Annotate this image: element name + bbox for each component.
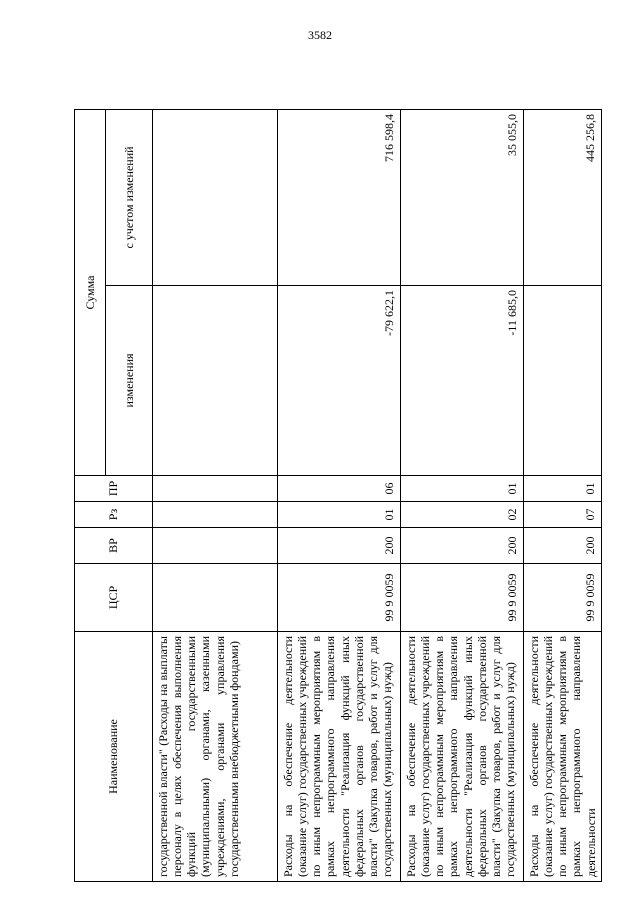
header-row xyxy=(75,109,106,881)
row-name: Расходы на обеспечение деятельности (оказание услуг) государственных учреждений по иным непрограммным мероприятиям в рамках непрограммного направления деятельности xyxy=(524,632,602,882)
row-csr: 99 9 0059 xyxy=(278,564,401,632)
row-name: Расходы на обеспечение деятельности (оказание услуг) государственных учреждений по иным непрограммным мероприятиям в рамках непрограммного направления деятельности "Реализация функций иных федеральных органов государственной власти" (Закупка товаров, работ и услуг для государственных (муниципальных) нужд) xyxy=(401,632,524,882)
row-total: 445 256,8 xyxy=(524,109,602,285)
row-total: 35 055,0 xyxy=(401,109,524,285)
table-row xyxy=(401,109,524,881)
row-vr: 200 xyxy=(401,528,524,564)
row-pr xyxy=(153,476,278,502)
row-vr: 200 xyxy=(524,528,602,564)
header-pr: ПР xyxy=(75,476,153,502)
row-rz: 07 xyxy=(524,502,602,528)
table-row xyxy=(524,109,602,881)
row-csr: 99 9 0059 xyxy=(401,564,524,632)
row-pr: 01 xyxy=(524,476,602,502)
header-change: изменения xyxy=(106,286,153,476)
row-name: Расходы на обеспечение деятельности (оказание услуг) государственных учреждений по иным непрограммным мероприятиям в рамках непрограммного направления деятельности "Реализация функций иных федеральных органов государственной власти" (Закупка товаров, работ и услуг для государственных (муниципальных) нужд) xyxy=(278,632,401,882)
table-row xyxy=(278,109,401,881)
header-with-change: с учетом изменений xyxy=(106,109,153,285)
row-pr: 01 xyxy=(401,476,524,502)
budget-table xyxy=(74,109,602,882)
row-rz: 02 xyxy=(401,502,524,528)
row-total xyxy=(153,109,278,285)
row-csr xyxy=(153,564,278,632)
row-rz: 01 xyxy=(278,502,401,528)
row-vr: 200 xyxy=(278,528,401,564)
budget-table-rotated xyxy=(74,110,598,882)
row-rz xyxy=(153,502,278,528)
header-name: Наименование xyxy=(75,632,153,882)
row-change xyxy=(524,286,602,476)
row-change xyxy=(153,286,278,476)
row-pr: 06 xyxy=(278,476,401,502)
row-total: 716 598,4 xyxy=(278,109,401,285)
row-change: -11 685,0 xyxy=(401,286,524,476)
row-change: -79 622,1 xyxy=(278,286,401,476)
header-csr: ЦСР xyxy=(75,564,153,632)
row-csr: 99 9 0059 xyxy=(524,564,602,632)
row-name: государственной власти" (Расходы на выплаты персоналу в целях обеспечения выполнения функций государственными (муниципальными) органами, казенными учреждениями, органами управления государственными внебюджетными фондами) xyxy=(153,632,278,882)
row-vr xyxy=(153,528,278,564)
header-vr: ВР xyxy=(75,528,153,564)
page-number: 3582 xyxy=(308,28,332,42)
header-rz: Рз xyxy=(75,502,153,528)
header-sum: Сумма xyxy=(75,109,106,475)
table-row xyxy=(153,109,278,881)
